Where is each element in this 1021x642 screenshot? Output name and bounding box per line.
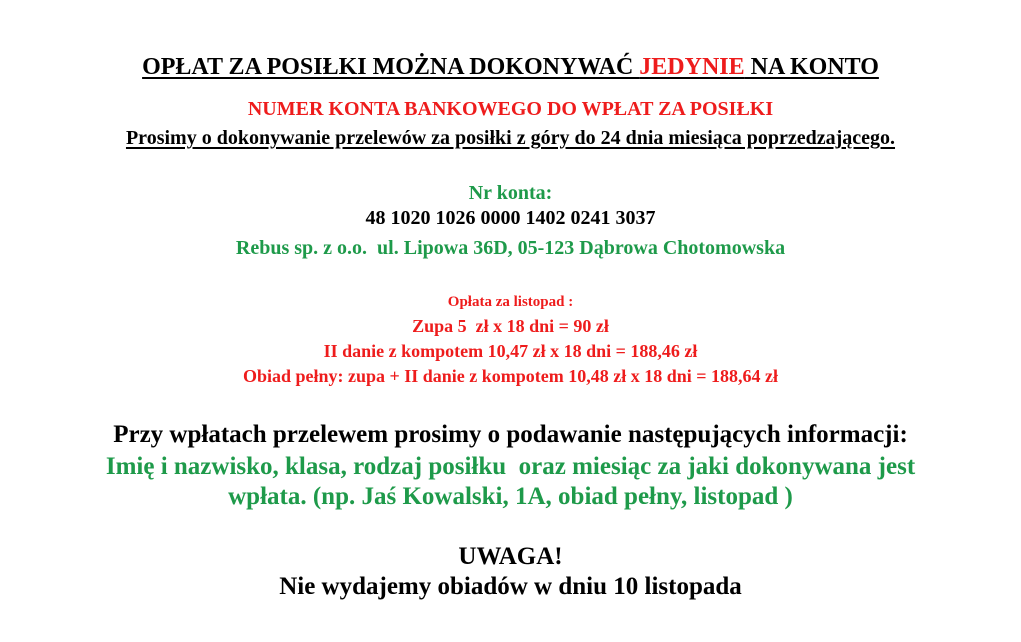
title-part2: NA KONTO	[744, 54, 879, 80]
warning-title: UWAGA!	[458, 543, 563, 570]
transfer-info-line: Imię i nazwisko, klasa, rodzaj posiłku oraz miesiąc za jaki dokonywana jest	[105, 453, 916, 480]
account-header: NUMER KONTA BANKOWEGO DO WPŁAT ZA POSIŁKI	[247, 98, 774, 120]
fee-title: Opłata za listopad :	[447, 294, 574, 310]
title-emphasis: JEDYNIE	[639, 54, 745, 80]
transfer-info-line: wpłata. (np. Jaś Kowalski, 1A, obiad pełny, listopad )	[228, 483, 793, 510]
account-recipient: Rebus sp. z o.o. ul. Lipowa 36D, 05-123 Dąbrowa Chotomowska	[235, 237, 786, 259]
title-part1: OPŁAT ZA POSIŁKI MOŻNA DOKONYWAĆ	[142, 54, 640, 80]
account-number-label: Nr konta:	[468, 182, 553, 204]
transfer-info-header: Przy wpłatach przelewem prosimy o podawanie następujących informacji:	[113, 421, 908, 448]
fee-item: II danie z kompotem 10,47 zł x 18 dni = 188,46 zł	[323, 341, 698, 361]
payment-deadline-request: Prosimy o dokonywanie przelewów za posiłki z góry do 24 dnia miesiąca poprzedzającego.	[125, 127, 896, 149]
account-number: 48 1020 1026 0000 1402 0241 3037	[365, 207, 656, 229]
warning-text: Nie wydajemy obiadów w dniu 10 listopada	[279, 573, 742, 600]
fee-item: Obiad pełny: zupa + II danie z kompotem 10,48 zł x 18 dni = 188,64 zł	[242, 366, 779, 386]
page-title	[0, 55, 1021, 79]
fee-item: Zupa 5 zł x 18 dni = 90 zł	[412, 316, 609, 336]
